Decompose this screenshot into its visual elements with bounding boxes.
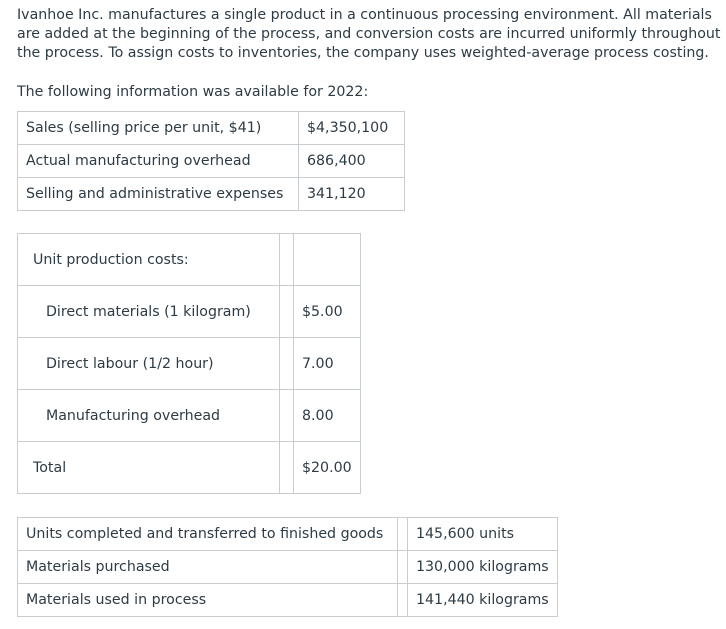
unit-costs-header: Unit production costs: [18,234,280,286]
table-row [18,234,361,286]
production-label: Materials used in process [18,584,398,617]
summary-value: 686,400 [299,145,405,178]
total-label: Total [18,442,280,494]
summary-value: $4,350,100 [299,112,405,145]
summary-label: Sales (selling price per unit, $41) [18,112,299,145]
empty-cell [294,234,361,286]
spacer-cell [280,234,294,286]
production-value: 145,600 units [408,518,558,551]
table-row [18,390,361,442]
problem-intro: Ivanhoe Inc. manufactures a single product in a continuous processing environment. All materials are added at the beginning of the process, and conversion costs are incurred uniformly throughout the process. To assign costs to inventories, the company uses weighted-average process costing. [17,7,721,61]
summary-table [17,111,405,211]
unit-costs-table [17,233,361,494]
table-row [18,112,405,145]
table-row [18,338,361,390]
table-row [18,518,558,551]
cost-label: Direct labour (1/2 hour) [18,338,280,390]
table-row [18,584,558,617]
total-value: $20.00 [294,442,361,494]
table-row [18,178,405,211]
production-value: 141,440 kilograms [408,584,558,617]
table-row [18,286,361,338]
spacer-cell [280,442,294,494]
production-table [17,517,558,617]
summary-value: 341,120 [299,178,405,211]
production-label: Materials purchased [18,551,398,584]
production-value: 130,000 kilograms [408,551,558,584]
table-row [18,551,558,584]
cost-value: 8.00 [294,390,361,442]
summary-label: Selling and administrative expenses [18,178,299,211]
production-label: Units completed and transferred to finished goods [18,518,398,551]
summary-label: Actual manufacturing overhead [18,145,299,178]
table-row [18,145,405,178]
spacer-cell [398,584,408,617]
spacer-cell [398,551,408,584]
cost-label: Direct materials (1 kilogram) [18,286,280,338]
cost-value: $5.00 [294,286,361,338]
spacer-cell [398,518,408,551]
spacer-cell [280,286,294,338]
cost-value: 7.00 [294,338,361,390]
spacer-cell [280,338,294,390]
spacer-cell [280,390,294,442]
info-heading: The following information was available for 2022: [17,84,369,100]
cost-label: Manufacturing overhead [18,390,280,442]
table-row [18,442,361,494]
